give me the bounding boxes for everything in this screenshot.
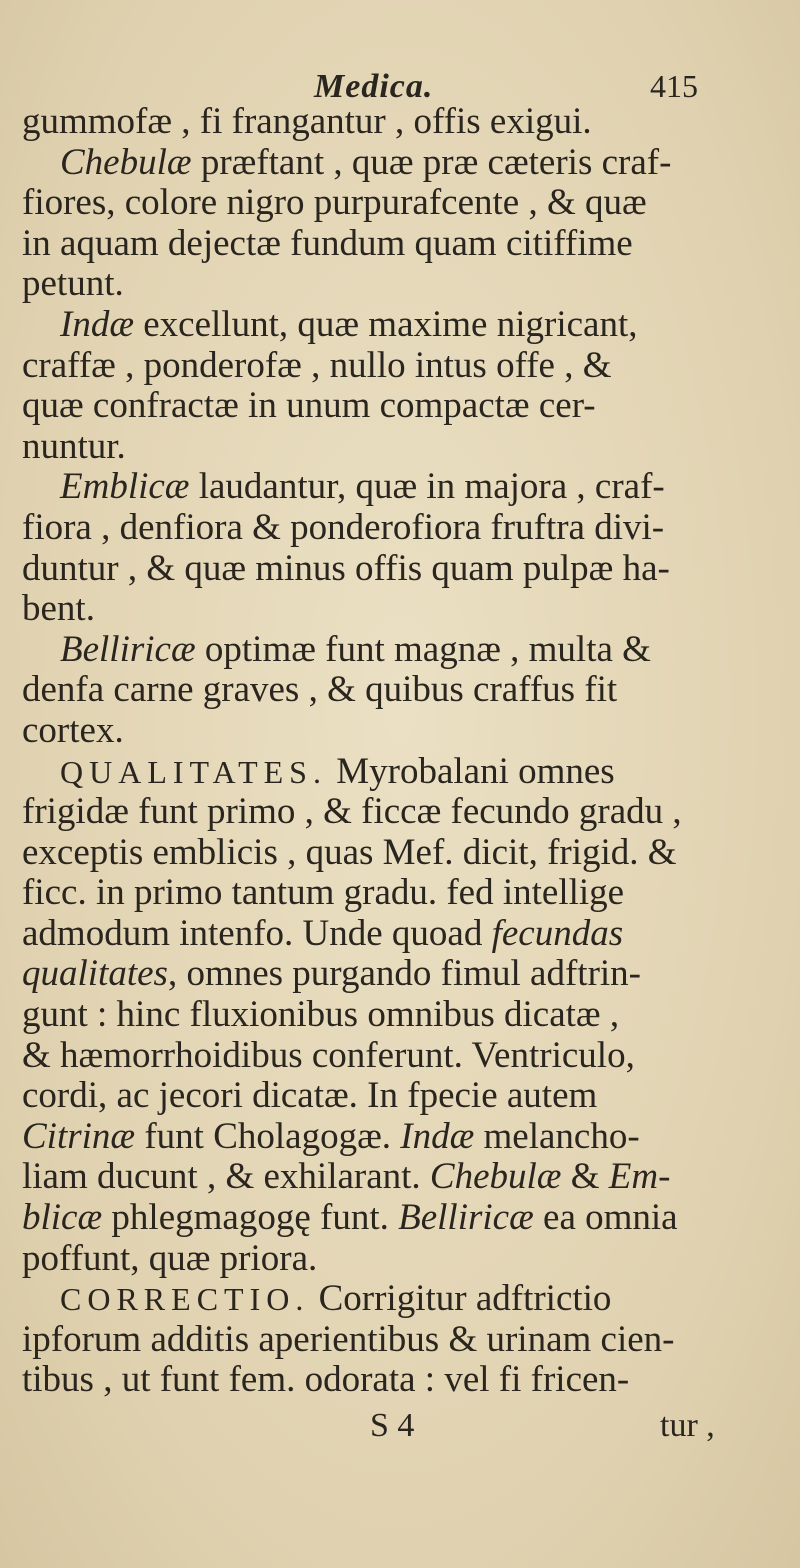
text-line — [22, 143, 774, 184]
text-segment: , omnes purgando fimul adftrin- — [167, 954, 641, 995]
text-segment: poffunt, quæ priora. — [22, 1238, 318, 1279]
text-segment: Myrobalani omnes — [326, 751, 615, 792]
text-segment: qualitates — [22, 954, 168, 995]
text-segment: phlegmagogę funt. — [102, 1198, 399, 1239]
text-segment: tibus , ut funt fem. odorata : vel fi fricen- — [22, 1360, 630, 1401]
text-segment: cortex. — [22, 710, 124, 751]
text-segment: QUALITATES. — [60, 753, 327, 790]
text-segment: cordi, ac jecori dicatæ. In fpecie autem — [22, 1076, 598, 1117]
text-segment: Em- — [608, 1157, 671, 1198]
text-line — [22, 264, 774, 305]
text-line — [22, 1198, 774, 1239]
catchword: tur , — [660, 1407, 715, 1444]
text-segment: liam ducunt , & exhilarant. — [22, 1157, 430, 1198]
text-line — [22, 670, 774, 711]
text-segment: Emblicæ — [60, 467, 190, 508]
text-line — [22, 549, 774, 590]
page-footer — [22, 1401, 774, 1445]
text-segment: funt Cholagogæ. — [135, 1116, 401, 1157]
signature-mark: S 4 — [370, 1407, 415, 1444]
text-line — [22, 1279, 774, 1320]
text-segment: nuntur. — [22, 426, 126, 467]
text-line — [22, 1117, 774, 1158]
text-segment: petunt. — [22, 264, 124, 305]
text-segment: fecundas — [491, 913, 624, 954]
text-line — [22, 711, 774, 752]
text-segment: exceptis emblicis , quas Mef. dicit, frigid. & — [22, 832, 677, 873]
text-segment: duntur , & quæ minus offis quam pulpæ ha- — [22, 548, 670, 589]
text-line — [22, 752, 774, 793]
text-line — [22, 305, 774, 346]
text-line — [22, 102, 774, 143]
page-body — [22, 58, 774, 1445]
text-line — [22, 386, 774, 427]
text-segment: Belliricæ — [60, 629, 196, 670]
text-segment: ficc. in primo tantum gradu. fed intellige — [22, 873, 625, 914]
text-line — [22, 995, 774, 1036]
text-block — [22, 102, 774, 1401]
running-title: Medica. — [314, 68, 434, 105]
text-segment: ea omnia — [533, 1198, 678, 1239]
text-segment: quæ confractæ in unum compactæ cer- — [22, 386, 596, 427]
text-segment: excellunt, quæ maxime nigricant, — [134, 304, 638, 345]
text-segment: Chebulæ — [60, 142, 192, 183]
text-line — [22, 427, 774, 468]
text-segment: denfa carne graves , & quibus craffus fit — [22, 670, 618, 711]
text-line — [22, 954, 774, 995]
text-segment: Chebulæ — [429, 1157, 562, 1198]
text-line — [22, 224, 774, 265]
text-line — [22, 914, 774, 955]
page-header — [22, 58, 774, 105]
text-line — [22, 346, 774, 387]
text-line — [22, 589, 774, 630]
text-line — [22, 833, 774, 874]
text-segment: gummofæ , fi frangantur , offis exigui. — [22, 102, 592, 142]
text-segment: Indæ — [60, 304, 134, 345]
text-segment: fiores, colore nigro purpurafcente , & quæ — [22, 183, 647, 224]
text-line — [22, 508, 774, 549]
text-segment: Citrinæ — [22, 1116, 136, 1157]
text-segment: CORRECTIO. — [60, 1281, 310, 1318]
text-segment: fiora , denfiora & ponderofiora fruftra divi- — [22, 507, 665, 548]
text-line — [22, 1036, 774, 1077]
text-segment: & hæmorrhoidibus conferunt. Ventriculo, — [22, 1035, 635, 1076]
text-line — [22, 1157, 774, 1198]
text-segment: bent. — [22, 589, 95, 630]
text-line — [22, 873, 774, 914]
text-segment: Corrigitur adftrictio — [309, 1279, 612, 1320]
text-segment: ipforum additis aperientibus & urinam cien- — [22, 1319, 675, 1360]
text-segment: melancho- — [474, 1116, 640, 1157]
text-line — [22, 1320, 774, 1361]
text-segment: gunt : hinc fluxionibus omnibus dicatæ , — [22, 995, 620, 1036]
text-line — [22, 792, 774, 833]
text-segment: frigidæ funt primo , & ficcæ fecundo gradu , — [22, 792, 682, 833]
text-segment: in aquam dejectæ fundum quam citiffime — [22, 223, 633, 264]
text-line — [22, 183, 774, 224]
text-segment: Belliricæ — [398, 1198, 534, 1239]
text-segment: & — [561, 1157, 609, 1198]
text-line — [22, 630, 774, 671]
page-number: 415 — [650, 68, 698, 104]
text-line — [22, 1239, 774, 1280]
text-segment: laudantur, quæ in majora , craf- — [189, 467, 665, 508]
text-segment: blicæ — [22, 1198, 103, 1239]
text-segment: præftant , quæ præ cæteris craf- — [191, 142, 672, 183]
text-segment: admodum intenfo. Unde quoad — [22, 913, 492, 954]
text-segment: Indæ — [400, 1116, 475, 1157]
text-line — [22, 467, 774, 508]
text-segment: optimæ funt magnæ , multa & — [195, 629, 651, 670]
text-segment: craffæ , ponderofæ , nullo intus offe , & — [22, 345, 612, 386]
text-line — [22, 1076, 774, 1117]
text-line — [22, 1360, 774, 1401]
